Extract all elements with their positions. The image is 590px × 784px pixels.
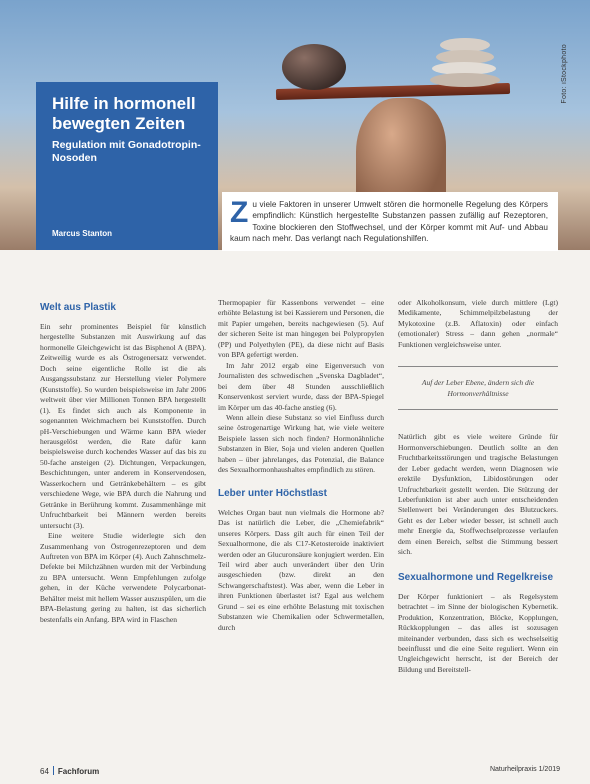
page-footer [40,766,560,778]
paragraph: oder Alkoholkonsum, viele durch mittlere (Lgt) Medikamente, Schimmelpilzbelastung der Mykotoxine (z.B. Aflatoxin) oder einfach (emotionaler) Stress – dann gehen „normale“ Funktionen vergleichsweise unter. [398,298,558,349]
title-box [36,82,218,250]
section-heading: Welt aus Plastik [40,302,116,313]
paragraph: Im Jahr 2012 ergab eine Eigenversuch von Journalisten des schwedischen „Svenska Dagbladet“, bei dem über 48 Stunden ausschließlich Konservenkost serviert wurde, dass der BPA-Spiegel im Körper um das 40-fache anstieg (6). [218,360,384,412]
paragraph: Eine weitere Studie widerlegte sich den Zusammenhang von Östrogenrezeptoren und dem Auftreten von BPA im Körper (4). Auch Zahnschmelz-Defekte bei Milchzähnen wurden mit der Verbindung zu BPA untersucht. Wenn Empfehlungen zufolge gehen, in der Küche verwendete Polycarbonat-Behälter meist mit hellem Wasser auszuspülen, um die BPA-Belastung gering zu halten, ist das sicherlich bestenfalls ein Anfang. BPA wird in Flaschen [40,531,206,624]
intro-box [222,192,558,251]
issue-label: Naturheilpraxis 1/2019 [489,766,560,773]
paragraph: Der Körper funktioniert – als Regelsystem betrachtet – im Sinne der biologischen Kybernetik. Produktion, Konzentration, Blöcke, Kopplungen, Rückkopplungen – das alles ist sozusagen miteinander verbunden, dass sich es wechselseitig beeinflusst und die eine Seite reguliert. Wenn ein Ungleichgewicht herrscht, ist der Bereich der Bildung und Bereitstell- [398,591,558,674]
photo-credit: Foto: iStockphoto [561,44,568,104]
column-2 [218,298,384,633]
stacked-stone [430,73,500,87]
pull-quote: Auf der Leber Ebene, ändern sich die Hormonverhältnisse [398,366,558,410]
large-stone [282,44,346,90]
intro-text: u viele Faktoren in unserer Umwelt stören die hormonelle Regelung des Körpers empfindlich: Künstlich hergestellte Substanzen passen zufällig auf Rezeptoren, Toxine blockieren den Stoffwechsel, und der Körper kommt mit Auf- und Abbau kaum nach mehr. Das verlangt nach Regulationshilfen. [230,200,548,244]
author: Marcus Stanton [52,229,113,238]
drop-cap: Z [230,196,249,229]
paragraph: Wenn allein diese Substanz so viel Einfluss durch seine östrogenartige Wirkung hat, wie viele weitere Beispiele lassen sich noch finden? Hormonähnliche Substanzen in Bier, Soja und vielen anderen Quellen haben – über jahrelanges, das Potenzial, die Balance des Sexualhormonhaushaltes empfindlich zu stören. [218,412,384,475]
magazine-name: Fachforum [57,767,100,776]
article-subtitle: Regulation mit Gonadotropin-Nosoden [52,139,201,164]
paragraph: Thermopapier für Kassenbons verwendet – eine erhöhte Belastung ist bei Kassierern und Personen, die mit Papier umgehen, bereits nachgewiesen (5). Auf der sicheren Seite ist man hingegen bei Polypropylen (PP) und Polyethylen (PE), da diese nicht auf Basis von BPA gefertigt werden. [218,298,384,360]
paragraph: Natürlich gibt es viele weitere Gründe für Hormonverschiebungen. Deutlich sollte an den Fruchtbarkeitsstörungen und tragische Belastungen der Leber gedacht werden, wenn Diagnosen wie erektile Dysfunktion, Libidostörungen oder Unfruchtbarkeit gestellt werden. Die Stützung der Leberfunktion ist aber auch unter entscheidenden Stellenwert bei Veränderungen des Blutzuckers. Geht es der Leber wieder besser, ist schnell auch mehr Energie da, Stoffwechselprozesse verlaufen dem einen Bereich, selbst die Stimmung bessert sich. [398,432,558,557]
article-title: Hilfe in hormonell bewegten Zeiten [52,94,196,133]
page-number: 64 [40,767,49,776]
section-heading: Leber unter Höchstlast [218,487,327,499]
column-1 [40,302,206,625]
paragraph: Ein sehr prominentes Beispiel für künstlich hergestellte Substanzen mit Auswirkung auf das hormonelle Gleichgewicht ist das Bisphenol A (BPA). Zeitweilig wurde es als Östrogenersatz verwendet. Doch seine eigentliche Rolle ist die als Ausgangssubstanz zur Herstellung vieler Polymere (Kunststoffe). So wurden beispielsweise im Jahr 2006 weltweit über vier Millionen Tonnen BPA hergestellt (1). Es findet sich auch als Komponente in sogenannten Weichmachern bei Kunststoffen. Durch pH-Verschiebungen und Wärme kann BPA wieder herausgelöst werden, die Rate dafür kann beispielsweise durch kochendes Wasser auf das bis zu 50-fache ansteigen (2). Dichtungen, Verpackungen, Beschichtungen, unter anderem in Konservendosen, Wasserkochern und Getränkebehältern – es gibt verschiedene Wege, wie BPA durch die Nahrung und Getränke in Berührung kommt. Zusammenhänge mit Unfruchtbarkeit bei Männern werden bereits untersucht (3). [40,322,206,530]
section-heading: Sexualhormone und Regelkreise [398,571,554,583]
footer-divider [53,766,54,775]
paragraph: Welches Organ baut nun vielmals die Hormone ab? Das ist natürlich die Leber, die „Chemiefabrik“ unseres Körpers. Dass gilt auch für einen Teil der Sexualhormone, die als C17-Ketosteroide inaktiviert werden oder an Glucuronsäure konjugiert werden. Ein Teil wird aber auch unverändert über den Urin ausgeschieden (bzw. direkt an den Schwangerschaftstest). Was aber, wenn die Leber in ihren Funktionen überlastet ist? Egal aus welchem Grund – sei es eine erhöhte Belastung mit toxischen Substanzen wie Chemikalien oder Schwermetallen, durch [218,507,384,632]
column-3 [398,298,558,675]
